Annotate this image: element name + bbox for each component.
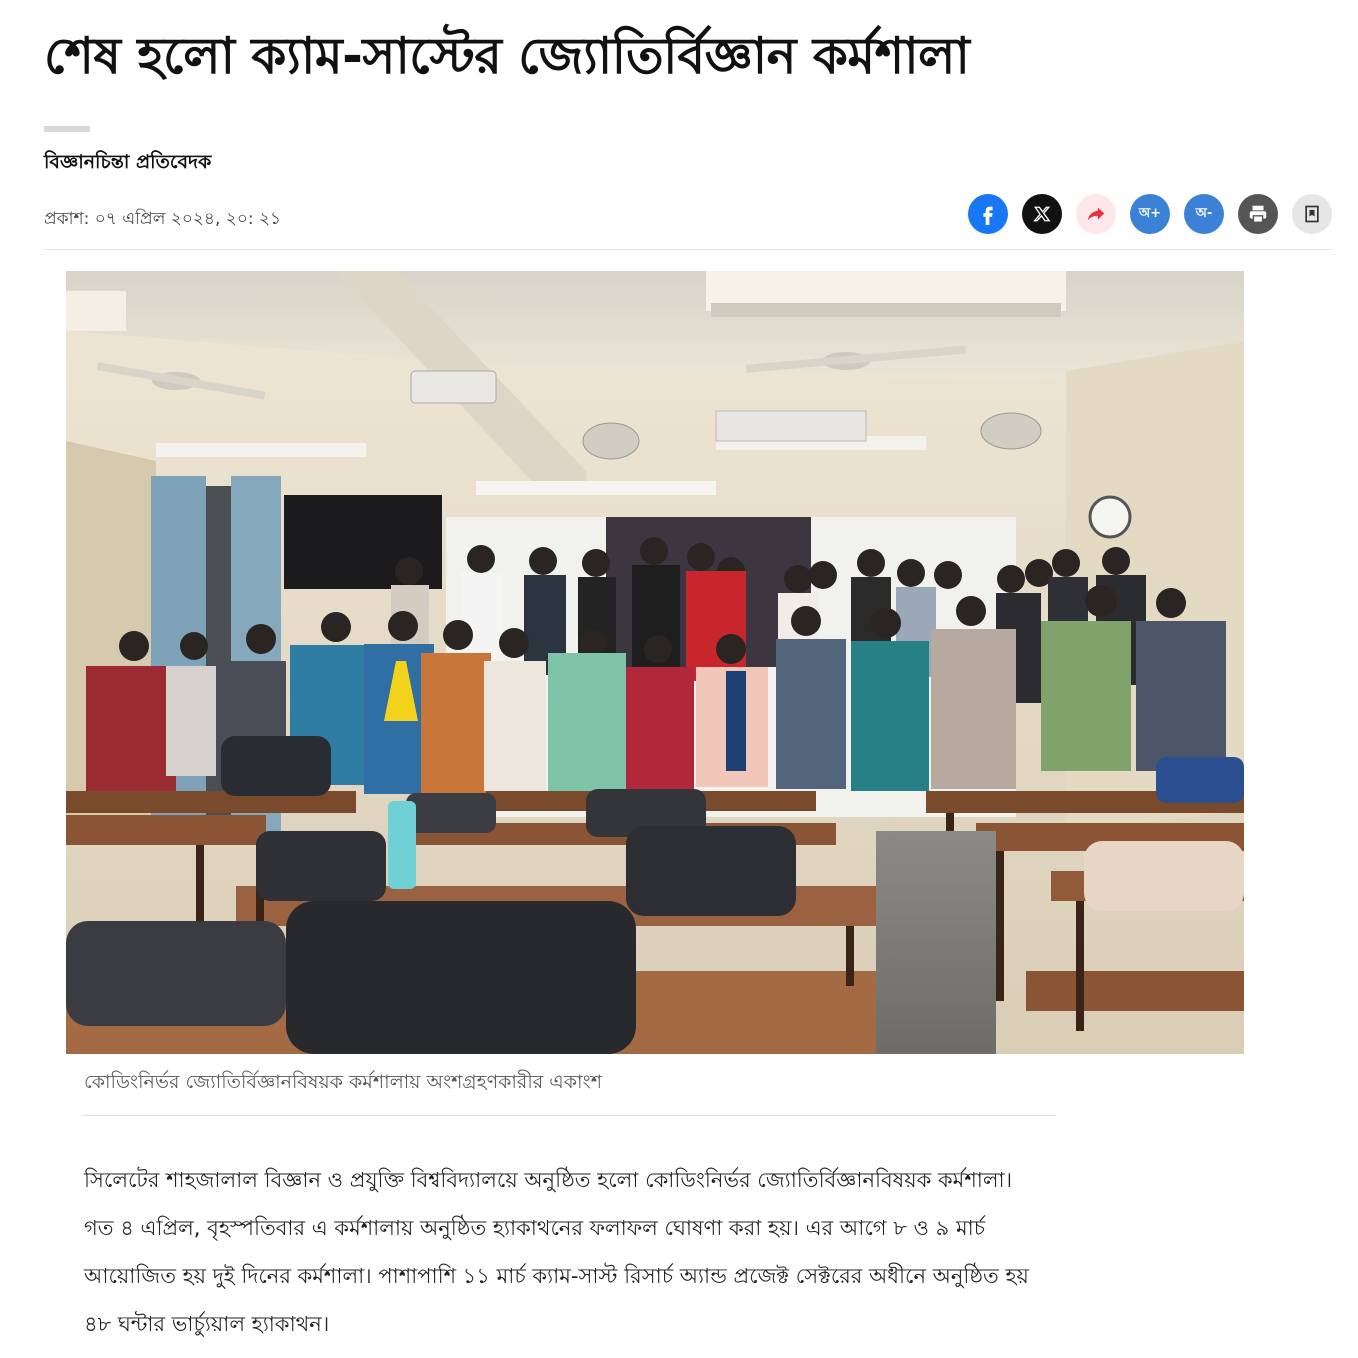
facebook-share-button[interactable]	[968, 194, 1008, 234]
font-increase-icon: অ+	[1138, 205, 1162, 221]
share-button[interactable]	[1076, 194, 1116, 234]
print-button[interactable]	[1238, 194, 1278, 234]
publish-date: প্রকাশ: ০৭ এপ্রিল ২০২৪, ২০: ২১	[44, 209, 282, 229]
photo-caption: কোডিংনির্ভর জ্যোতির্বিজ্ঞানবিষয়ক কর্মশালায় অংশগ্রহণকারীর একাংশ	[84, 1071, 602, 1093]
article-photo	[66, 271, 1244, 1054]
author-name[interactable]: বিজ্ঞানচিন্তা প্রতিবেদক	[44, 151, 212, 173]
font-increase-button[interactable]	[1130, 194, 1170, 234]
bookmark-icon	[1302, 204, 1322, 224]
facebook-icon	[977, 203, 999, 225]
headline-divider	[44, 126, 90, 132]
header-divider	[44, 249, 1332, 250]
print-icon	[1247, 203, 1269, 225]
share-toolbar	[968, 194, 1332, 234]
classroom-group-photo	[66, 271, 1244, 1054]
caption-divider	[84, 1115, 1056, 1116]
share-icon	[1085, 203, 1107, 225]
font-decrease-icon: অ-	[1195, 205, 1213, 221]
article-headline: শেষ হলো ক্যাম-সাস্টের জ্যোতির্বিজ্ঞান কর্মশালা	[44, 27, 970, 85]
x-icon	[1033, 205, 1051, 223]
font-decrease-button[interactable]	[1184, 194, 1224, 234]
article-body-paragraph: সিলেটের শাহজালাল বিজ্ঞান ও প্রযুক্তি বিশ্ববিদ্যালয়ে অনুষ্ঠিত হলো কোডিংনির্ভর জ্যোতির্বিজ্ঞানবিষয়ক কর্মশালা। গত ৪ এপ্রিল, বৃহস্পতিবার এ কর্মশালায় অনুষ্ঠিত হ্যাকাথনের ফলাফল ঘোষণা করা হয়। এর আগে ৮ ও ৯ মার্চ আয়োজিত হয় দুই দিনের কর্মশালা। পাশাপাশি ১১ মার্চ ক্যাম-সাস্ট রিসার্চ অ্যান্ড প্রজেক্ট সেক্টরের অধীনে অনুষ্ঠিত হয় ৪৮ ঘন্টার ভার্চ্যুয়াল হ্যাকাথন।	[84, 1168, 1029, 1336]
x-share-button[interactable]	[1022, 194, 1062, 234]
bookmark-button[interactable]	[1292, 194, 1332, 234]
